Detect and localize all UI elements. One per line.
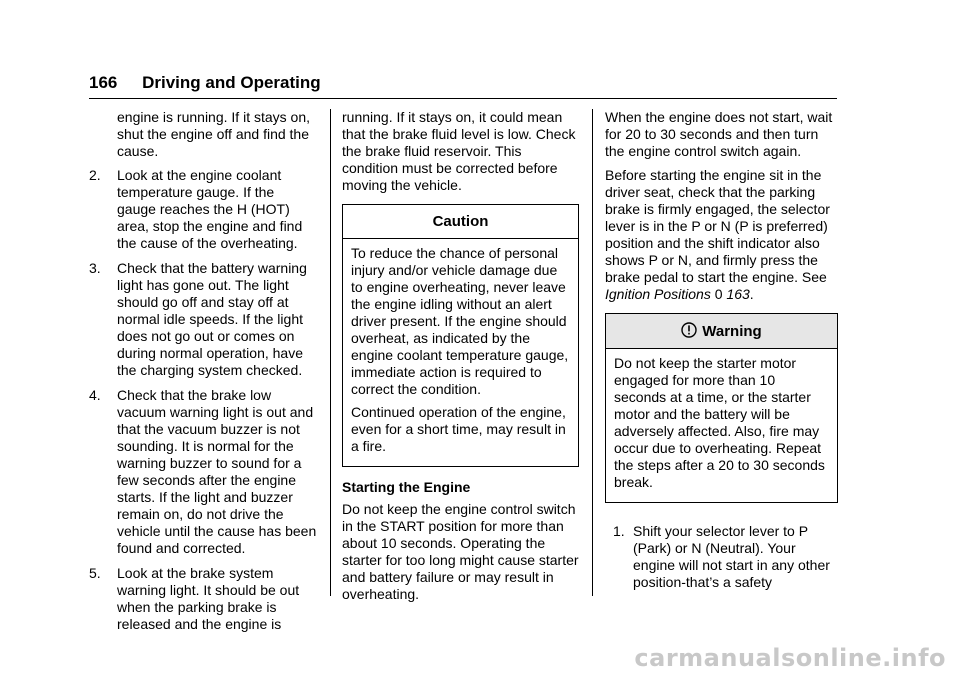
step-number: 3.	[89, 260, 101, 276]
section-subheading: Starting the Engine	[342, 479, 471, 495]
paragraph-text: Before starting the engine sit in the driver seat, check that the parking brake is firmly engaged, the selector lever is in the P or N (P is preferred) position and the shift indicator also shows P or N, and firmly press the brake pedal to start the engine. See	[605, 167, 830, 285]
caution-title: Caution	[343, 205, 578, 239]
list-item	[605, 523, 838, 591]
list-item	[89, 387, 317, 557]
column-divider-2	[592, 109, 593, 596]
continuation-text: engine is running. If it stays on, shut the engine off and find the cause.	[117, 109, 310, 159]
body-paragraph: Do not keep the engine control switch in the START position for more than about 10 seconds. Operating the starter for too long might cause starter and battery failure or may result in overheating.	[342, 501, 579, 602]
column-2	[342, 109, 579, 610]
column-1	[89, 109, 317, 641]
list-item	[89, 167, 317, 252]
warning-icon	[681, 322, 697, 338]
caution-box	[342, 204, 579, 467]
continuation-text: running. If it stays on, it could mean that the brake fluid level is low. Check the brake fluid reservoir. This condition must be corrected before moving the vehicle.	[342, 109, 576, 193]
warning-box	[605, 313, 838, 503]
page-ref-arrow-icon: 0	[714, 286, 723, 302]
warning-header	[606, 314, 837, 349]
step-number: 1.	[613, 523, 625, 539]
list-item	[89, 260, 317, 379]
step-text: Check that the battery warning light has gone out. The light should go off and stay off at normal idle speeds. If the light does not go out or comes on during normal operation, have the charging system checked.	[117, 260, 307, 378]
steps-list	[605, 523, 838, 591]
page-number: 166	[89, 73, 118, 92]
caution-body	[343, 239, 578, 466]
list-item	[89, 565, 317, 633]
column-3	[605, 109, 838, 599]
caution-paragraph: To reduce the chance of personal injury and/or vehicle damage due to engine overheating, never leave the engine idling without an alert driver present. If the engine should overheat, as indicated by the engine coolant temperature gauge, immediate action is required to correct the condition.	[351, 245, 569, 397]
column-divider-1	[330, 109, 331, 596]
warning-body	[606, 349, 837, 502]
step-text: Check that the brake low vacuum warning light is out and that the vacuum buzzer is not sounding. It is normal for the warning buzzer to sound for a few seconds after the engine starts. If the light and buzzer remain on, do not drive the vehicle until the cause has been found and corrected.	[117, 387, 317, 556]
cross-reference-link[interactable]: Ignition Positions	[605, 286, 711, 302]
step-number: 4.	[89, 387, 101, 403]
step-number: 2.	[89, 167, 101, 183]
body-paragraph	[605, 167, 838, 303]
page-header	[89, 72, 837, 94]
step-text: Look at the engine coolant temperature gauge. If the gauge reaches the H (HOT) area, stop the engine and find the cause of the overheating.	[117, 167, 303, 251]
paragraph-end: .	[749, 286, 754, 302]
body-paragraph: When the engine does not start, wait for 20 to 30 seconds and then turn the engine control switch again.	[605, 109, 833, 159]
warning-title: Warning	[702, 323, 762, 340]
step-text: Look at the brake system warning light. It should be out when the parking brake is released and the engine is	[117, 565, 300, 632]
watermark: carmanualsonline.info	[634, 644, 946, 672]
warning-paragraph: Do not keep the starter motor engaged for more than 10 seconds at a time, or the starter motor and the battery will be adversely affected. Also, fire may occur due to overheating. Repeat the steps after a 20 to 30 seconds break.	[614, 355, 825, 490]
section-title: Driving and Operating	[142, 73, 321, 92]
caution-paragraph: Continued operation of the engine, even for a short time, may result in a fire.	[351, 404, 566, 454]
header-rule	[89, 98, 837, 99]
step-text: Shift your selector lever to P (Park) or N (Neutral). Your engine will not start in any other position-that’s a safety	[633, 523, 830, 590]
step-number: 5.	[89, 565, 101, 581]
cross-reference-page[interactable]: 163	[726, 286, 750, 302]
steps-list	[89, 167, 317, 633]
